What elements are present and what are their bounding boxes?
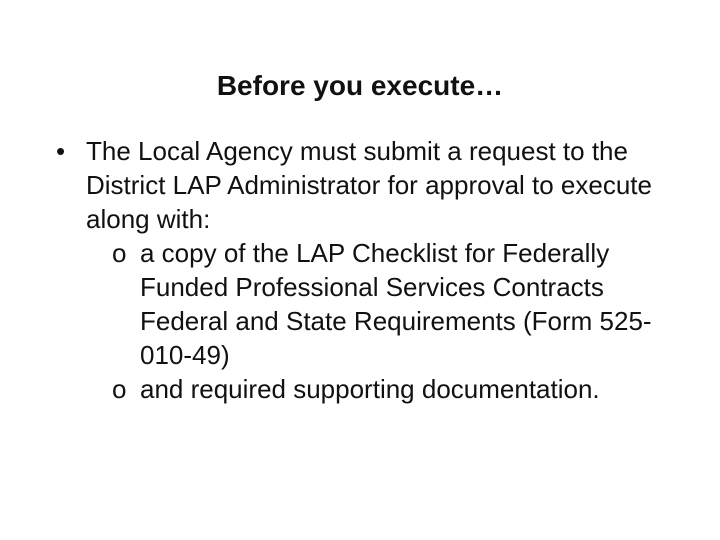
bullet-marker: • <box>56 136 66 166</box>
sub-bullet-item <box>112 372 672 406</box>
bullet-item <box>56 134 696 236</box>
slide-title: Before you execute… <box>216 70 504 101</box>
slide-body <box>56 134 696 406</box>
sub-bullet-marker: o <box>112 374 127 404</box>
sub-bullet-text: and required supporting documentation. <box>140 374 600 404</box>
sub-bullet-marker: o <box>112 238 127 268</box>
bullet-text: The Local Agency must submit a request to the District LAP Administrator for approval to execute along with: <box>86 136 652 234</box>
sub-bullet-item <box>112 236 672 372</box>
sub-bullet-list <box>112 236 672 406</box>
sub-bullet-text: a copy of the LAP Checklist for Federally Funded Professional Services Contracts Federal and State Requirements (Form 525-010-49) <box>140 238 652 370</box>
